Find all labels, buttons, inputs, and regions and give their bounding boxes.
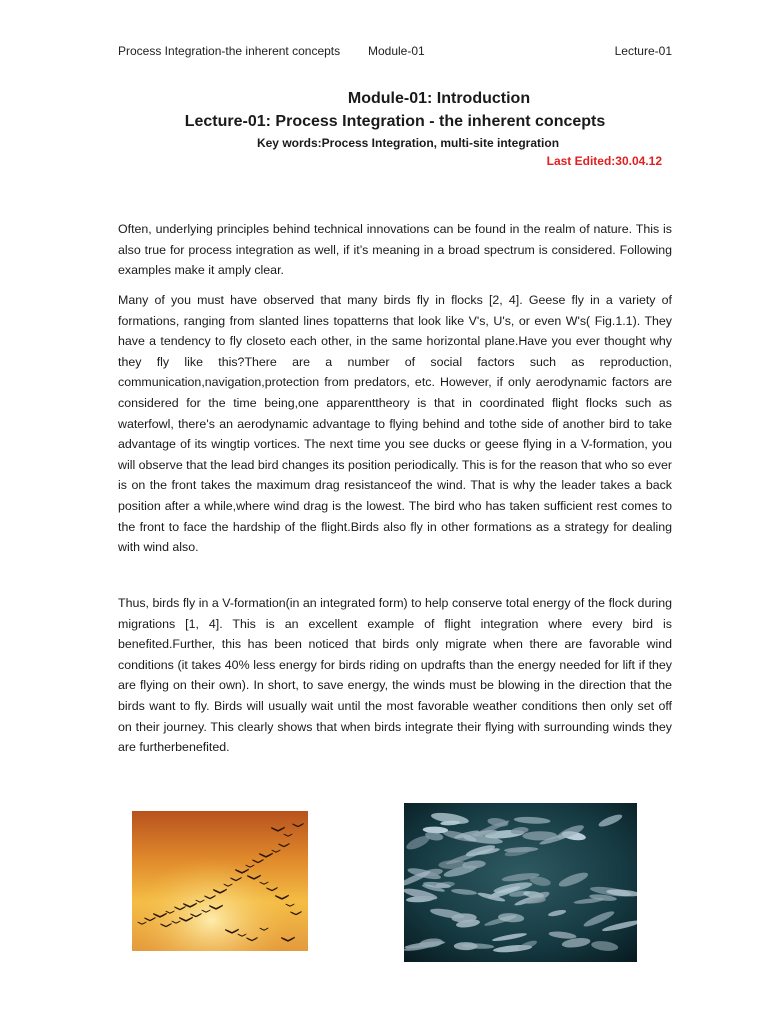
title-block <box>118 88 672 170</box>
header-course-title: Process Integration-the inherent concepts <box>118 44 341 58</box>
fish-school-illustration <box>404 803 637 962</box>
module-title: Module-01: Introduction <box>347 90 531 107</box>
header-lecture: Lecture-01 <box>614 44 672 58</box>
keywords-line: Key words:Process Integration, multi-site integration <box>256 136 560 150</box>
last-edited: Last Edited:30.04.12 <box>546 154 662 168</box>
paragraph-intro: Often, underlying principles behind technical innovations can be found in the realm of nature. This is also true for process integration as well, if it’s meaning in a broad spectrum is considered. Following examples make it amply clear. <box>118 222 672 278</box>
paragraph-flocks: Many of you must have observed that many birds fly in flocks [2, 4]. Geese fly in a variety of formations, ranging from slanted lines topatterns that look like V's, U's, or even W's( Fig.1.1). They have a tendency to fly closeto each other, in the same horizontal plane.Have you ever thought why they fly like this?There are a number of social factors such as reproduction, communication,navigation,protection from predators, etc. However, if only aerodynamic factors are considered for the time being,one apparenttheory is that in coordinated flight flocks such as waterfowl, there's an aerodynamic advantage to flying behind and tothe side of another bird to take advantage of its wingtip vortices. The next time you see ducks or geese flying in a V-formation, you will observe that the lead bird changes its position periodically. This is for the reason that who so ever is on the front takes the maximum drag resistanceof the wind. That is why the leader takes a back position after a while,where wind drag is the lowest. The bird who has taken sufficient rest comes to the front to face the hardship of the flight.Birds also fly in other formations as a strategy for dealing with wind also. <box>118 293 672 555</box>
fish-school-image <box>404 803 637 962</box>
header-module: Module-01 <box>368 44 425 58</box>
birds-flying-illustration <box>132 811 308 951</box>
paragraph-v-formation: Thus, birds fly in a V-formation(in an integrated form) to help conserve total energy of the flock during migrations [1, 4]. This is an excellent example of flight integration where every bird is benefited.Further, this has been noticed that birds only migrate when there are favorable wind conditions (it takes 40% less energy for birds riding on updrafts than the energy needed for lift if they are flying on their own). In short, to save energy, the winds must be blowing in the direction that the birds want to fly. Birds will usually wait until the most favorable weather conditions then only set off on their journey. This clearly shows that when birds integrate their flying with surrounding winds they are furtherbenefited. <box>118 596 672 755</box>
birds-flying-image <box>132 811 308 951</box>
lecture-title: Lecture-01: Process Integration - the inherent concepts <box>184 113 606 130</box>
